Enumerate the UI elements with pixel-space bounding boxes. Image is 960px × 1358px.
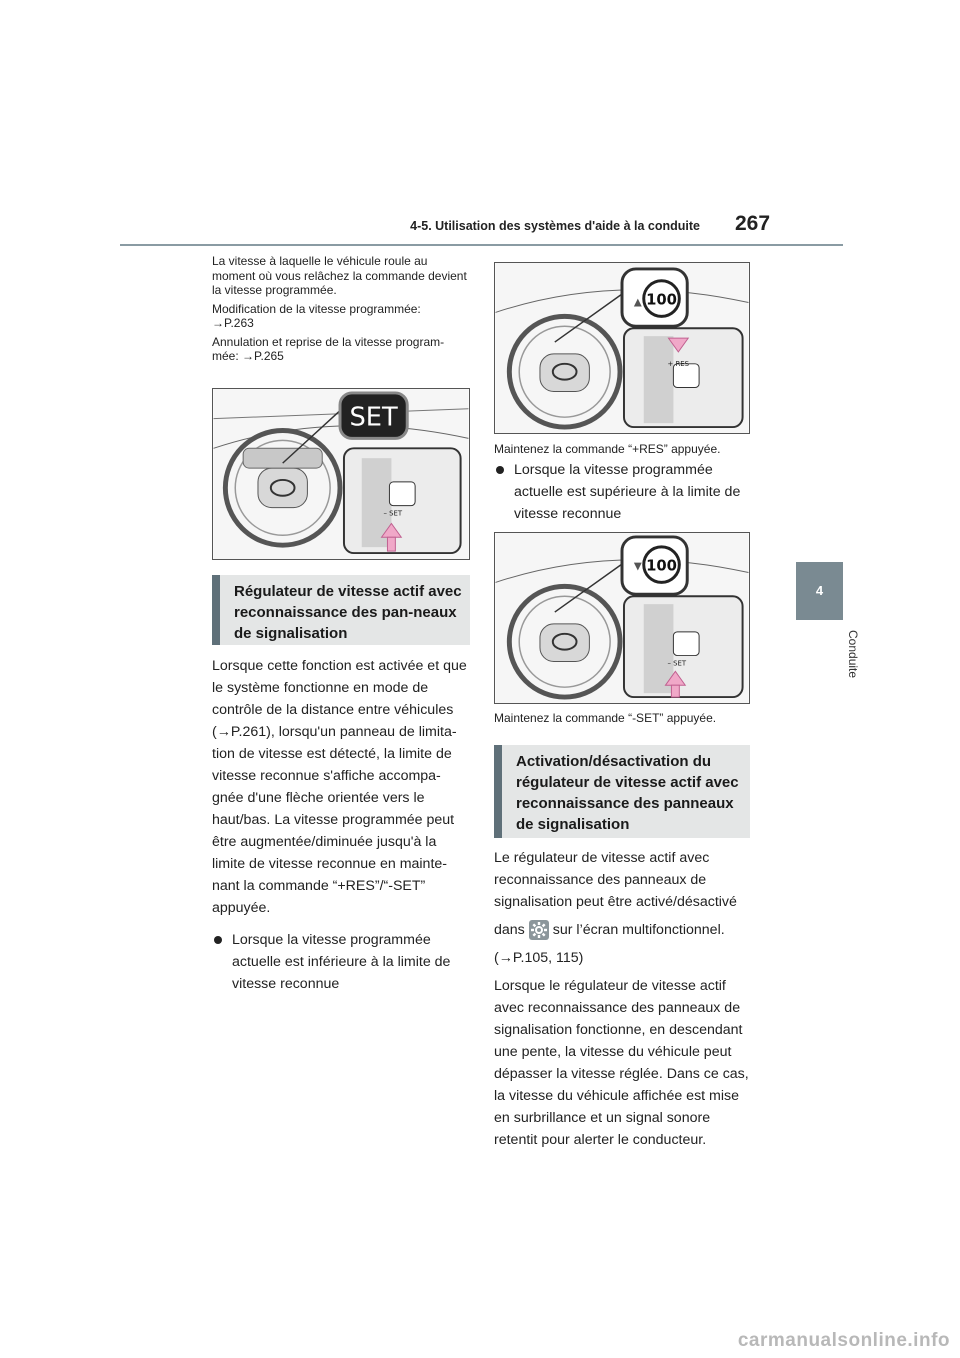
set-switch-label: – SET xyxy=(667,659,687,668)
steering-wheel-illustration xyxy=(495,533,749,703)
res-switch-label: + RES xyxy=(667,359,689,368)
left-body xyxy=(212,655,470,995)
change-speed-ref: Modification de la vitesse programmée: →P.263 xyxy=(212,301,421,330)
chapter-tab[interactable]: 4 xyxy=(796,562,843,620)
bullet-item-lower-speed: Lorsque la vitesse programmée actuelle est inférieure à la limite de vitesse reconnue xyxy=(212,929,470,995)
activation-description: Le régulateur de vitesse actif avec reconnaissance des panneaux de signalisation peut être activé/désactivé xyxy=(494,850,737,910)
bullet-dot-icon xyxy=(496,466,504,474)
figure-set-switch xyxy=(212,388,470,560)
right-body xyxy=(494,847,752,1151)
page-ref-links[interactable]: (→P.105, 115) xyxy=(494,950,584,966)
section-heading-sign-recognition: Régulateur de vitesse actif avec reconnaissance des pan-neaux de signalisation xyxy=(212,575,470,645)
sign-recognition-description: Lorsque cette fonction est activée et que le système fonctionne en mode de contrôle de la distance entre véhicules (→P.261), lorsqu'un panneau de limita-tion de vitesse est détecté, la limite de vitesse reconnue s'affiche accompa-gnée d'une flèche orientée vers le haut/bas. La vitesse programmée peut être augmentée/diminuée jusqu'à la limite de vitesse reconnue en mainte-nant la commande “+RES”/“-SET” appuyée. xyxy=(212,658,467,916)
figure-set-switch-decrease xyxy=(494,532,750,704)
section-header-title: 4-5. Utilisation des systèmes d'aide à la conduite xyxy=(410,219,700,233)
page-link[interactable]: →P.265 xyxy=(242,349,284,363)
caption-res: Maintenez la commande “+RES” appuyée. xyxy=(494,442,721,456)
downhill-warning-description: Lorsque le régulateur de vitesse actif avec reconnaissance des panneaux de signalisation fonctionne, en descendant une pente, la vitesse du véhicule peut dépasser la vitesse réglée. Dans ce cas, la vitesse du véhicule affichée est mise en surbrillance et un signal sonore retentit pour alerter le conducteur. xyxy=(494,978,749,1148)
speed-limit-value: 100 xyxy=(646,557,677,575)
caption-set: Maintenez la commande “-SET” appuyée. xyxy=(494,711,717,725)
header-divider xyxy=(120,244,843,246)
intro-text xyxy=(212,254,470,364)
cancel-resume-ref: Annulation et reprise de la vitesse program-mée: →P.265 xyxy=(212,334,445,363)
set-speed-paragraph: La vitesse à laquelle le véhicule roule au moment où vous relâchez la commande devient la vitesse programmée. xyxy=(212,254,467,297)
activation-location: dans sur l’écran multifonctionnel. xyxy=(494,919,752,941)
bullet-item-higher-speed: Lorsque la vitesse programmée actuelle est supérieure à la limite de vitesse reconnue xyxy=(494,459,752,525)
bullet-dot-icon xyxy=(214,936,222,944)
page-link[interactable]: →P.263 xyxy=(212,316,254,330)
set-display-text: SET xyxy=(349,402,398,433)
speed-limit-value: 100 xyxy=(646,291,677,309)
section-heading-activation: Activation/désactivation du régulateur de vitesse actif avec reconnaissance des panneaux de signalisation xyxy=(494,745,750,838)
steering-wheel-illustration xyxy=(213,389,469,559)
set-switch-label: – SET xyxy=(383,509,403,518)
watermark-text: carmanualsonline.info xyxy=(737,1330,950,1351)
chapter-label: Conduite xyxy=(846,630,860,679)
steering-wheel-illustration xyxy=(495,263,749,433)
page-number: 267 xyxy=(735,212,771,235)
figure-res-switch xyxy=(494,262,750,434)
settings-gear-icon xyxy=(529,920,549,940)
